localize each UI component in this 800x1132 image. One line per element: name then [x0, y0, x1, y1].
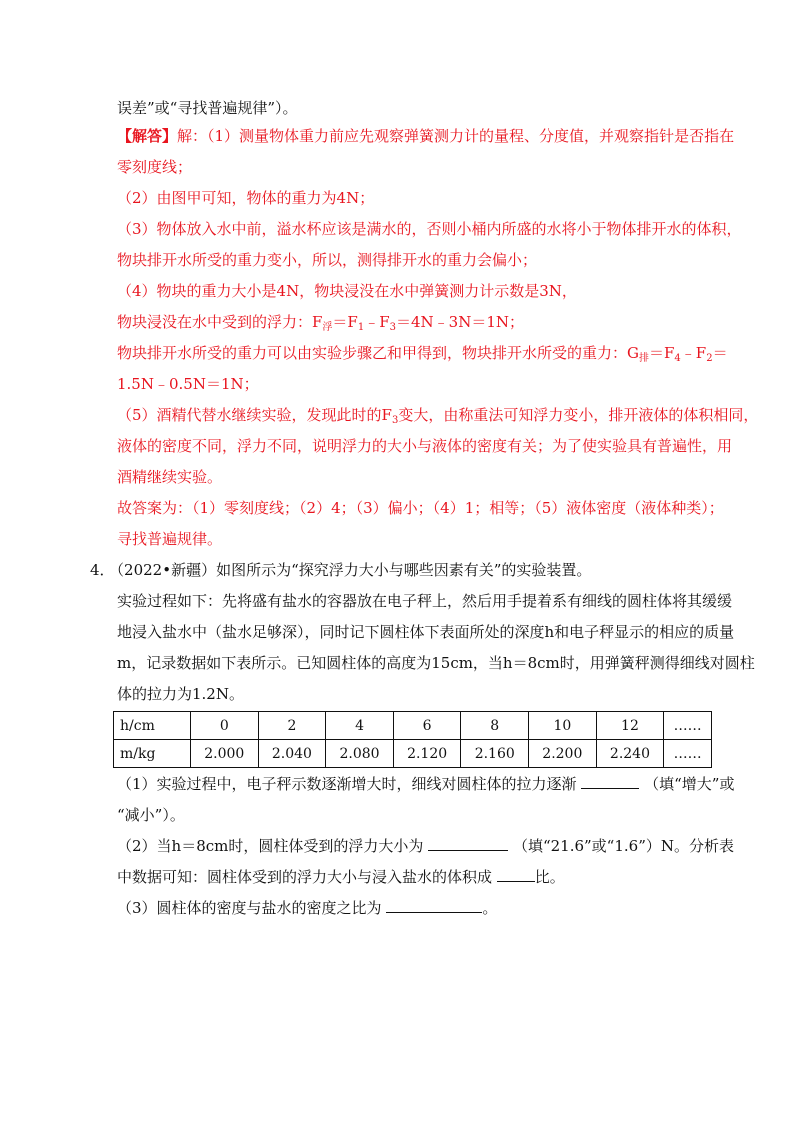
sub-question-text: （1）实验过程中，电子秤示数逐渐增大时，细线对圆柱体的拉力逐渐	[117, 775, 577, 793]
formula-part: ＝4N﹣3N＝1N；	[396, 313, 525, 331]
table-cell: 0	[191, 712, 259, 740]
table-cell: 2.080	[326, 740, 394, 768]
table-cell: 2	[258, 712, 326, 740]
table-cell: 2.000	[191, 740, 259, 768]
answer-line-2: 零刻度线；	[117, 158, 193, 176]
answer-text: 解：（1）测量物体重力前应先观察弹簧测力计的量程、分度值，并观察指针是否指在	[177, 127, 735, 145]
final-answers: 故答案为：（1）零刻度线；（2）4；（3）偏小；（4）1；相等；（5）液体密度（液体种类）；	[117, 499, 724, 517]
answer-blank-2[interactable]	[428, 836, 508, 851]
question-paragraph-4: 体的拉力为1.2N。	[117, 685, 244, 703]
answer-line-11: 液体的密度不同，浮力不同，说明浮力的大小与液体的密度有关；为了使实验具有普遍性，用	[117, 437, 733, 455]
answer-line-6: （4）物块的重力大小是4N，物块浸没在水中弹簧测力计示数是3N，	[117, 282, 577, 300]
question-paragraph-1: 实验过程如下：先将盛有盐水的容器放在电子秤上，然后用手提着系有细线的圆柱体将其缓缓	[117, 592, 733, 610]
sub-question-1-cont: “减小”）。	[117, 806, 185, 824]
sub-question-text: 比。	[534, 868, 565, 886]
table-cell: ……	[664, 740, 712, 768]
final-answers-cont: 寻找普遍规律。	[117, 530, 223, 548]
table-cell: 2.160	[461, 740, 529, 768]
table-row	[114, 740, 712, 768]
formula-part: ＝	[712, 344, 728, 362]
question-4-heading	[90, 560, 591, 580]
question-number: 4．	[90, 561, 115, 579]
answer-tag: 【解答】	[117, 127, 178, 145]
subscript: 3	[389, 322, 397, 333]
formula-part: ﹣F	[680, 344, 707, 362]
table-header-cell: m/kg	[114, 740, 191, 768]
sub-question-text: （填“增大”或	[644, 775, 735, 793]
formula-part: ＝F	[332, 313, 358, 331]
table-cell: ……	[664, 712, 712, 740]
table-cell: 10	[529, 712, 597, 740]
question-title: （2022•新疆）如图所示为“探究浮力大小与哪些因素有关”的实验装置。	[116, 561, 592, 579]
answer-line-10	[117, 405, 758, 431]
buoyancy-text: 物块浸没在水中受到的浮力：F	[117, 313, 323, 331]
answer-blank-3[interactable]	[497, 867, 535, 882]
sub-question-text: （2）当h＝8cm时，圆柱体受到的浮力大小为	[117, 837, 424, 855]
alcohol-text: （5）酒精代替水继续实验，发现此时的F	[117, 406, 392, 424]
table-cell: 8	[461, 712, 529, 740]
subscript: 4	[674, 353, 681, 364]
alcohol-text-cont: 变大，由称重法可知浮力变小，排开液体的体积相同，	[398, 406, 759, 424]
answer-blank-1[interactable]	[581, 774, 639, 789]
table-cell: 2.040	[258, 740, 326, 768]
sub-question-2-cont	[117, 867, 565, 887]
sub-question-3	[117, 898, 497, 918]
answer-line-12: 酒精继续实验。	[117, 468, 223, 486]
answer-line-7	[117, 312, 524, 338]
answer-line-3: （2）由图甲可知，物体的重力为4N；	[117, 189, 375, 207]
table-cell: 4	[326, 712, 394, 740]
answer-blank-4[interactable]	[386, 898, 482, 913]
table-cell: 12	[596, 712, 664, 740]
sub-question-2	[117, 836, 734, 856]
answer-continuation: 误差”或“寻找普遍规律”）。	[117, 99, 298, 117]
table-cell: 6	[393, 712, 461, 740]
table-row	[114, 712, 712, 740]
subscript: 2	[706, 353, 713, 364]
table-header-cell: h/cm	[114, 712, 191, 740]
formula-part: ＝F	[649, 344, 675, 362]
question-paragraph-2: 地浸入盐水中（盐水足够深），同时记下圆柱体下表面所处的深度h和电子秤显示的相应的质量	[117, 623, 735, 641]
data-table	[113, 711, 712, 768]
sub-question-text: 。	[482, 899, 498, 917]
subscript: 1	[357, 322, 365, 333]
sub-question-text: （填“21.6”或“1.6”）N。分析表	[512, 837, 734, 855]
answer-line-1	[117, 126, 734, 146]
subscript: 3	[391, 415, 399, 426]
table-cell: 2.120	[393, 740, 461, 768]
subscript: 排	[639, 353, 649, 364]
answer-line-5: 物块排开水所受的重力变小，所以，测得排开水的重力会偏小；	[117, 251, 538, 269]
formula-part: ﹣F	[364, 313, 390, 331]
question-paragraph-3: m，记录数据如下表所示。已知圆柱体的高度为15cm，当h＝8cm时，用弹簧秤测得细线对圆柱	[117, 654, 755, 672]
table-cell: 2.240	[596, 740, 664, 768]
answer-line-9: 1.5N﹣0.5N＝1N；	[117, 375, 259, 393]
sub-question-1	[117, 774, 734, 794]
answer-line-4: （3）物体放入水中前，溢水杯应该是满水的，否则小桶内所盛的水将小于物体排开水的体积，	[117, 220, 742, 238]
table-cell: 2.200	[529, 740, 597, 768]
sub-question-text: 中数据可知：圆柱体受到的浮力大小与浸入盐水的体积成	[117, 868, 493, 886]
subscript: 浮	[322, 322, 333, 333]
weight-text: 物块排开水所受的重力可以由实验步骤乙和甲得到，物块排开水所受的重力：G	[117, 344, 639, 362]
sub-question-text: （3）圆柱体的密度与盐水的密度之比为	[117, 899, 382, 917]
answer-line-8	[117, 343, 728, 369]
